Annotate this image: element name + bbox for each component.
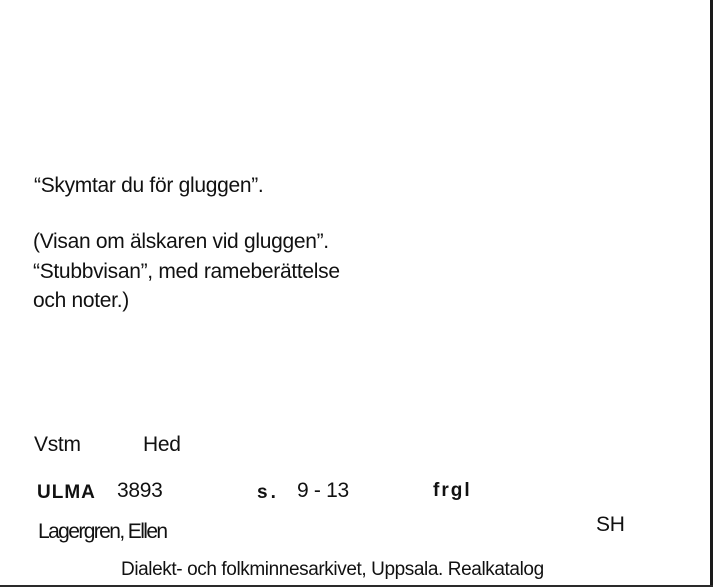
region-name: Hed	[143, 433, 181, 456]
pages-value: 9 - 13	[297, 479, 349, 502]
recorder-initials: SH	[596, 513, 625, 536]
description-line: och noter.)	[33, 289, 129, 312]
region-code: Vstm	[34, 433, 81, 456]
collector-name: Lagergren, Ellen	[38, 520, 167, 543]
song-description	[33, 231, 340, 320]
description-line: (Visan om älskaren vid gluggen”.	[33, 230, 329, 253]
genre-code: frgl	[433, 480, 472, 501]
archive-footer: Dialekt- och folkminnesarkivet, Uppsala. Realkatalog	[121, 559, 544, 580]
archive-number: 3893	[117, 479, 163, 502]
song-title: “Skymtar du för gluggen”.	[34, 174, 264, 197]
description-line: “Stubbvisan”, med rameberättelse	[33, 259, 340, 283]
pages-label: s.	[257, 482, 279, 503]
archive-code: ULMA	[37, 482, 96, 503]
